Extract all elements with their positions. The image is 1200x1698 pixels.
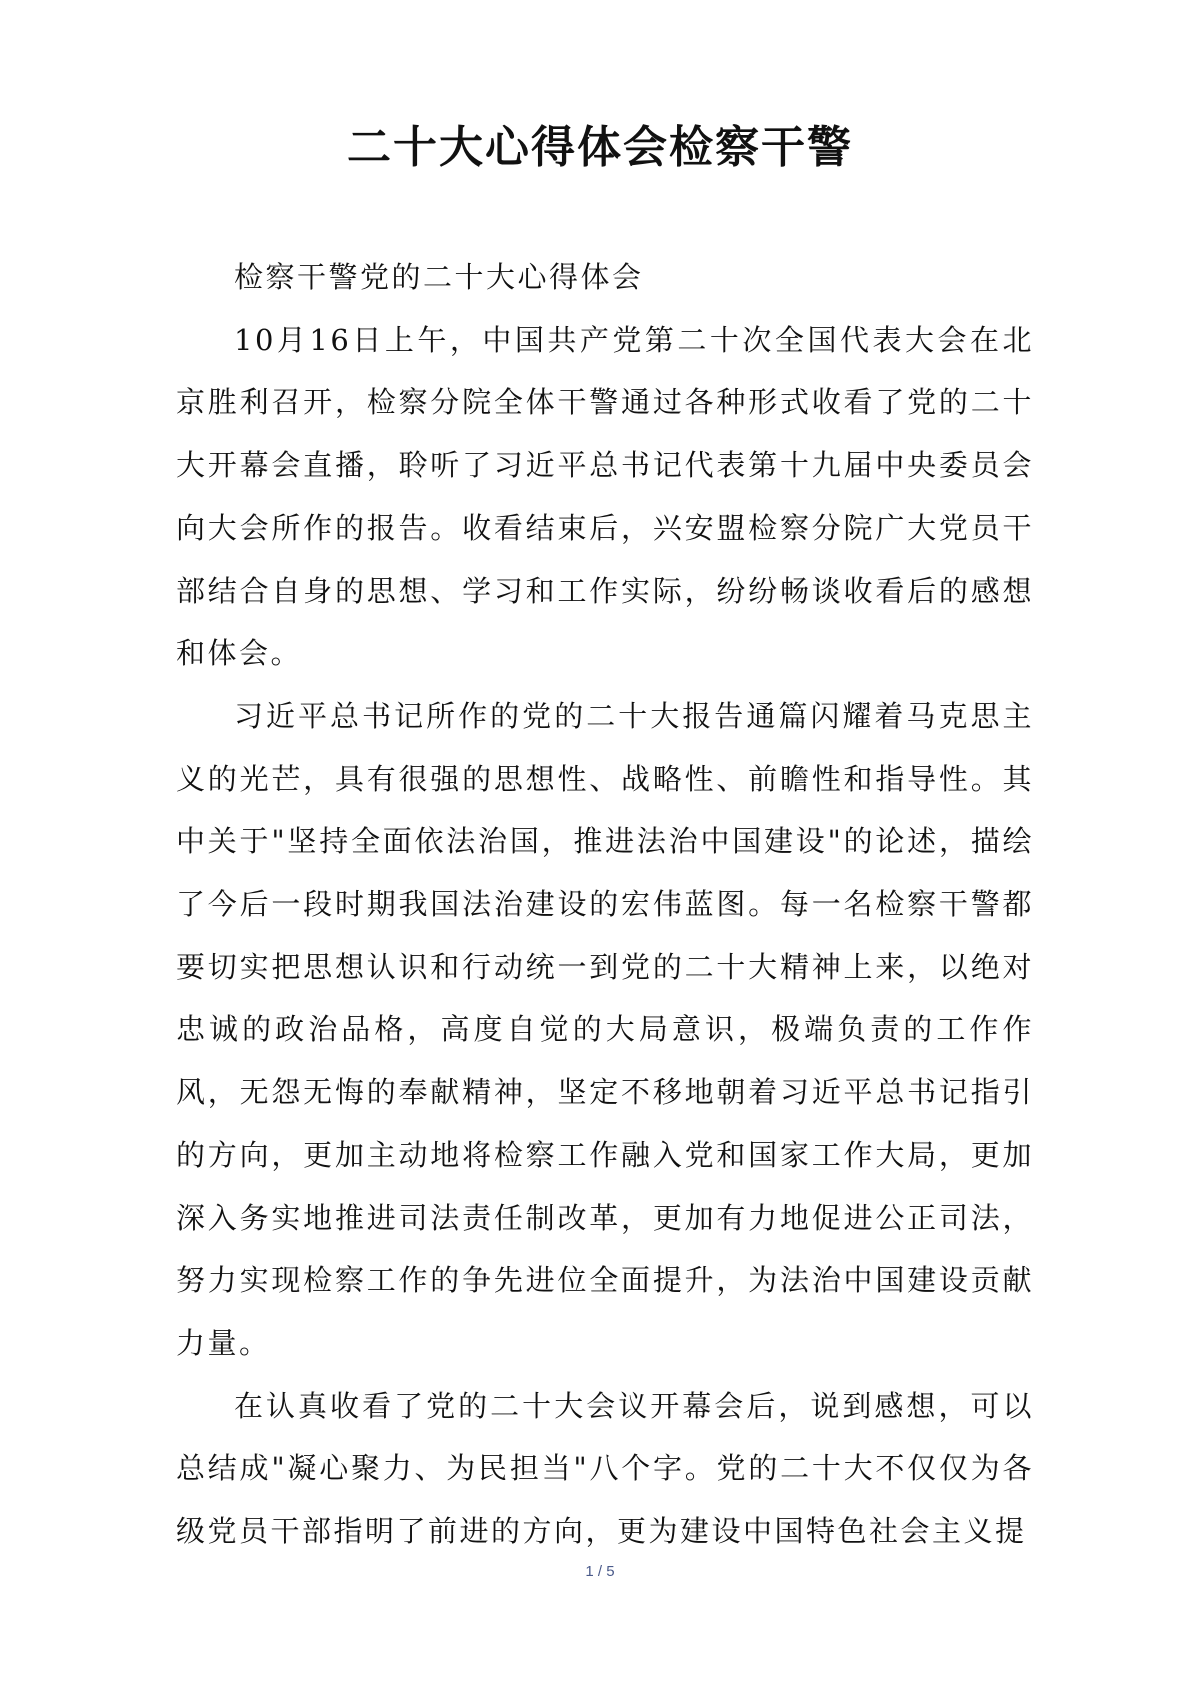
subtitle-paragraph: 检察干警党的二十大心得体会 <box>234 260 644 294</box>
document-title: 二十大心得体会检察干警 <box>347 122 853 173</box>
body-paragraph: 在认真收看了党的二十大会议开幕会后，说到感想，可以总结成"凝心聚力、为民担当"八个字。党的二十大不仅仅为各级党员干部指明了前进的方向，更为建设中国特色社会主义提 <box>176 1388 1034 1549</box>
document-body <box>176 246 1034 1563</box>
body-paragraph: 10月16日上午，中国共产党第二十次全国代表大会在北京胜利召开，检察分院全体干警通过各种形式收看了党的二十大开幕会直播，聆听了习近平总书记代表第十九届中央委员会向大会所作的报告。收看结束后，兴安盟检察分院广大党员干部结合自身的思想、学习和工作实际，纷纷畅谈收看后的感想和体会。 <box>176 322 1034 671</box>
page-number: 1 / 5 <box>585 1563 615 1580</box>
body-paragraph: 习近平总书记所作的党的二十大报告通篇闪耀着马克思主义的光芒，具有很强的思想性、战略性、前瞻性和指导性。其中关于"坚持全面依法治国，推进法治中国建设"的论述，描绘了今后一段时期我国法治建设的宏伟蓝图。每一名检察干警都要切实把思想认识和行动统一到党的二十大精神上来，以绝对忠诚的政治品格，高度自觉的大局意识，极端负责的工作作风，无怨无悔的奉献精神，坚定不移地朝着习近平总书记指引的方向，更加主动地将检察工作融入党和国家工作大局，更加深入务实地推进司法责任制改革，更加有力地促进公正司法，努力实现检察工作的争先进位全面提升，为法治中国建设贡献力量。 <box>176 698 1034 1360</box>
